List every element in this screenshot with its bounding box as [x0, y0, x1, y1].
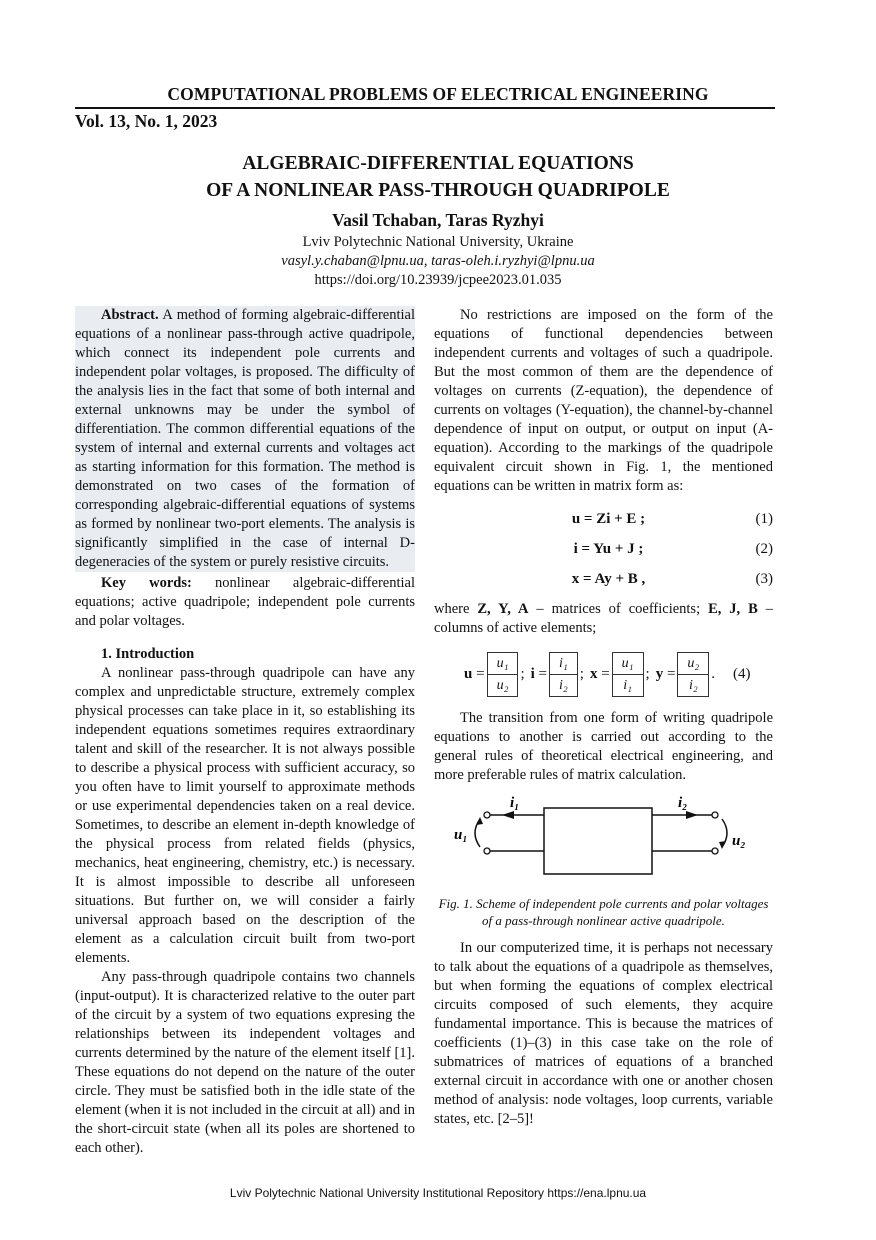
abstract-text: A method of forming algebraic-differential equations of a nonlinear pass-through active quadripole, which connect its independent pole currents and independent polar voltages, is proposed. The difficulty of the analysis lies in the fact that some of both internal and external unknowns may be under the symbol of differentiation. The common differential equations of the system of internal and external currents and voltages act as starting information for this formation. The method is demonstrated on two cases of the formation of corresponding algebraic-differential equations of systems as formed by nonlinear two-port elements. The analysis is significantly simplified in the case of internal D-degeneracies of the system or purely resistive circuits. [75, 307, 415, 570]
keywords [75, 574, 415, 631]
vector-i-top: i₁ [559, 656, 568, 671]
vector-i: i = i₁ i₂ ; [531, 652, 584, 697]
abstract [75, 306, 415, 572]
intro-paragraph-1: A nonlinear pass-through quadripole can have any complex and unpredictable structure, extremely complex physical processes can take place in it, so establishing its independent equations sometimes requires extraordinary talent and skill of the researcher. It is not always possible to describe a physical process with sufficient accuracy, so you often have to limit yourself to approximate methods or use experimental dependencies taken on a real device. Sometimes, to describe an element in-depth knowledge of the physical process from related fields (physics, mechanics, heat engineering, chemistry, etc.) is necessary. It is almost impossible to describe all unforeseen situations. But further on, we will consider a fairly universal approach based on the description of the element as a calculation circuit built from two-port elements. [75, 665, 415, 966]
equation-1-body: u = Zi + E ; [571, 510, 646, 527]
label-i2: i₂ [678, 795, 688, 811]
right-paragraph-2: The transition from one form of writing quadripole equations to another is carried out according to the general rules of theoretical electrical engineering, and more preferable rules of matrix calculation. [434, 710, 773, 783]
vector-x-bottom: i₁ [613, 674, 643, 696]
keywords-label: Key words: [101, 575, 192, 591]
terminal-right-bottom [712, 848, 718, 854]
vector-u-top: u₁ [496, 656, 509, 671]
label-u1: u₁ [454, 827, 468, 843]
vector-i-name: i [530, 666, 535, 682]
author-emails: vasyl.y.chaban@lpnu.ua, taras-oleh.i.ryzhyi@lpnu.ua [281, 253, 595, 269]
figure-1 [434, 795, 773, 891]
where-text-3: – columns of active elements; [434, 601, 774, 636]
affiliation: Lviv Polytechnic National University, Ukraine [302, 234, 574, 250]
label-i1: i₁ [510, 795, 520, 811]
vector-i-bottom: i₂ [550, 674, 577, 696]
vector-u-name: u [464, 666, 473, 682]
where-columns: E, J, B [708, 601, 758, 617]
section-heading: 1. Introduction [101, 646, 195, 662]
figure-caption: Fig. 1. Scheme of independent pole currents and polar voltages of a pass-through nonlinear active quadripole. [438, 896, 769, 928]
quadripole-box [544, 808, 652, 874]
equation-2 [434, 534, 773, 564]
arrow-u1 [476, 817, 483, 825]
authors: Vasil Tchaban, Taras Ryzhyi [332, 210, 544, 230]
vector-u-bottom: u₂ [488, 674, 518, 696]
vector-x-top: u₁ [621, 656, 634, 671]
vector-y-name: y [655, 666, 664, 682]
arrow-i1 [502, 811, 514, 819]
title-line-2: OF A NONLINEAR PASS-THROUGH QUADRIPOLE [206, 180, 670, 201]
where-clause [434, 600, 773, 638]
vector-y-bottom: i₂ [678, 674, 708, 696]
journal-title: COMPUTATIONAL PROBLEMS OF ELECTRICAL ENGINEERING [167, 84, 709, 104]
volume-info: Vol. 13, No. 1, 2023 [75, 111, 218, 131]
repository-footer: Lviv Polytechnic National University Institutional Repository https://ena.lpnu.ua [229, 1186, 647, 1200]
affiliation-block [0, 233, 876, 290]
equation-1-number: (1) [755, 510, 773, 527]
right-paragraph-3: In our computerized time, it is perhaps not necessary to talk about the equations of a quadripole as themselves, but when forming the equations of complex electrical circuits composed of such elements, they acquire fundamental importance. This is because the matrices of coefficients (1)–(3) in this case take on the role of submatrices of matrices of equations of a branched external circuit in accordance with one or another chosen method of analysis: node voltages, loop currents, variable states, etc. [2–5]! [434, 940, 773, 1127]
equation-2-body: i = Yu + J ; [573, 540, 644, 557]
equation-1 [434, 504, 773, 534]
where-text-1: where [434, 601, 478, 617]
arrow-u2 [719, 841, 726, 849]
article-title [0, 150, 876, 204]
vector-u: u = u₁ u₂ ; [464, 652, 525, 697]
equation-3-number: (3) [755, 570, 773, 587]
right-paragraph-1: No restrictions are imposed on the form of the equations of functional dependencies between independent currents and voltages of such a quadripole. But the most common of them are the dependence of voltages on currents (Z-equation), the dependence of currents on voltages (Y-equation), the channel-by-channel dependence of input on output, or output on input (A-equation). According to the markings of the quadripole equivalent circuit shown in Fig. 1, the mentioned equations can be written in matrix form as: [434, 307, 773, 494]
doi-link[interactable]: https://doi.org/10.23939/jcpee2023.01.035 [314, 272, 562, 288]
equation-3-body: x = Ay + B , [571, 570, 646, 587]
arrow-i2 [686, 811, 698, 819]
title-line-1: ALGEBRAIC-DIFFERENTIAL EQUATIONS [242, 153, 634, 174]
vector-y-top: u₂ [687, 656, 700, 671]
keywords-text: nonlinear algebraic-differential equations; active quadripole; independent pole currents and polar voltages. [75, 575, 415, 629]
vector-x: x = u₁ i₁ ; [590, 652, 650, 697]
label-u2: u₂ [732, 833, 746, 849]
equation-4-number: (4) [733, 666, 751, 682]
terminal-left-top [484, 812, 490, 818]
left-column [75, 306, 415, 1158]
right-column [434, 306, 773, 1129]
intro-paragraph-2: Any pass-through quadripole contains two channels (input-output). It is characterized relative to the outer part of the circuit by a system of two equations expresing the relationships between its independent voltages and currents determined by the nature of the element itself [1]. These equations do not depend on the nature of the outer circle. They must be satisfied both in the idle state of the element (when it is not included in the circuit at all) and in the short-circuit state (when all its poles are shortened to each other). [75, 969, 415, 1156]
equation-3 [434, 564, 773, 594]
where-matrices: Z, Y, A [477, 601, 529, 617]
equation-4 [464, 652, 773, 697]
vector-y: y = u₂ i₂ . [656, 652, 715, 697]
header-rule [75, 107, 775, 109]
where-text-2: – matrices of coefficients; [528, 601, 709, 617]
vector-x-name: x [589, 666, 598, 682]
quadripole-diagram [434, 795, 773, 885]
equation-2-number: (2) [755, 540, 773, 557]
terminal-left-bottom [484, 848, 490, 854]
terminal-right-top [712, 812, 718, 818]
abstract-label: Abstract. [101, 307, 159, 323]
